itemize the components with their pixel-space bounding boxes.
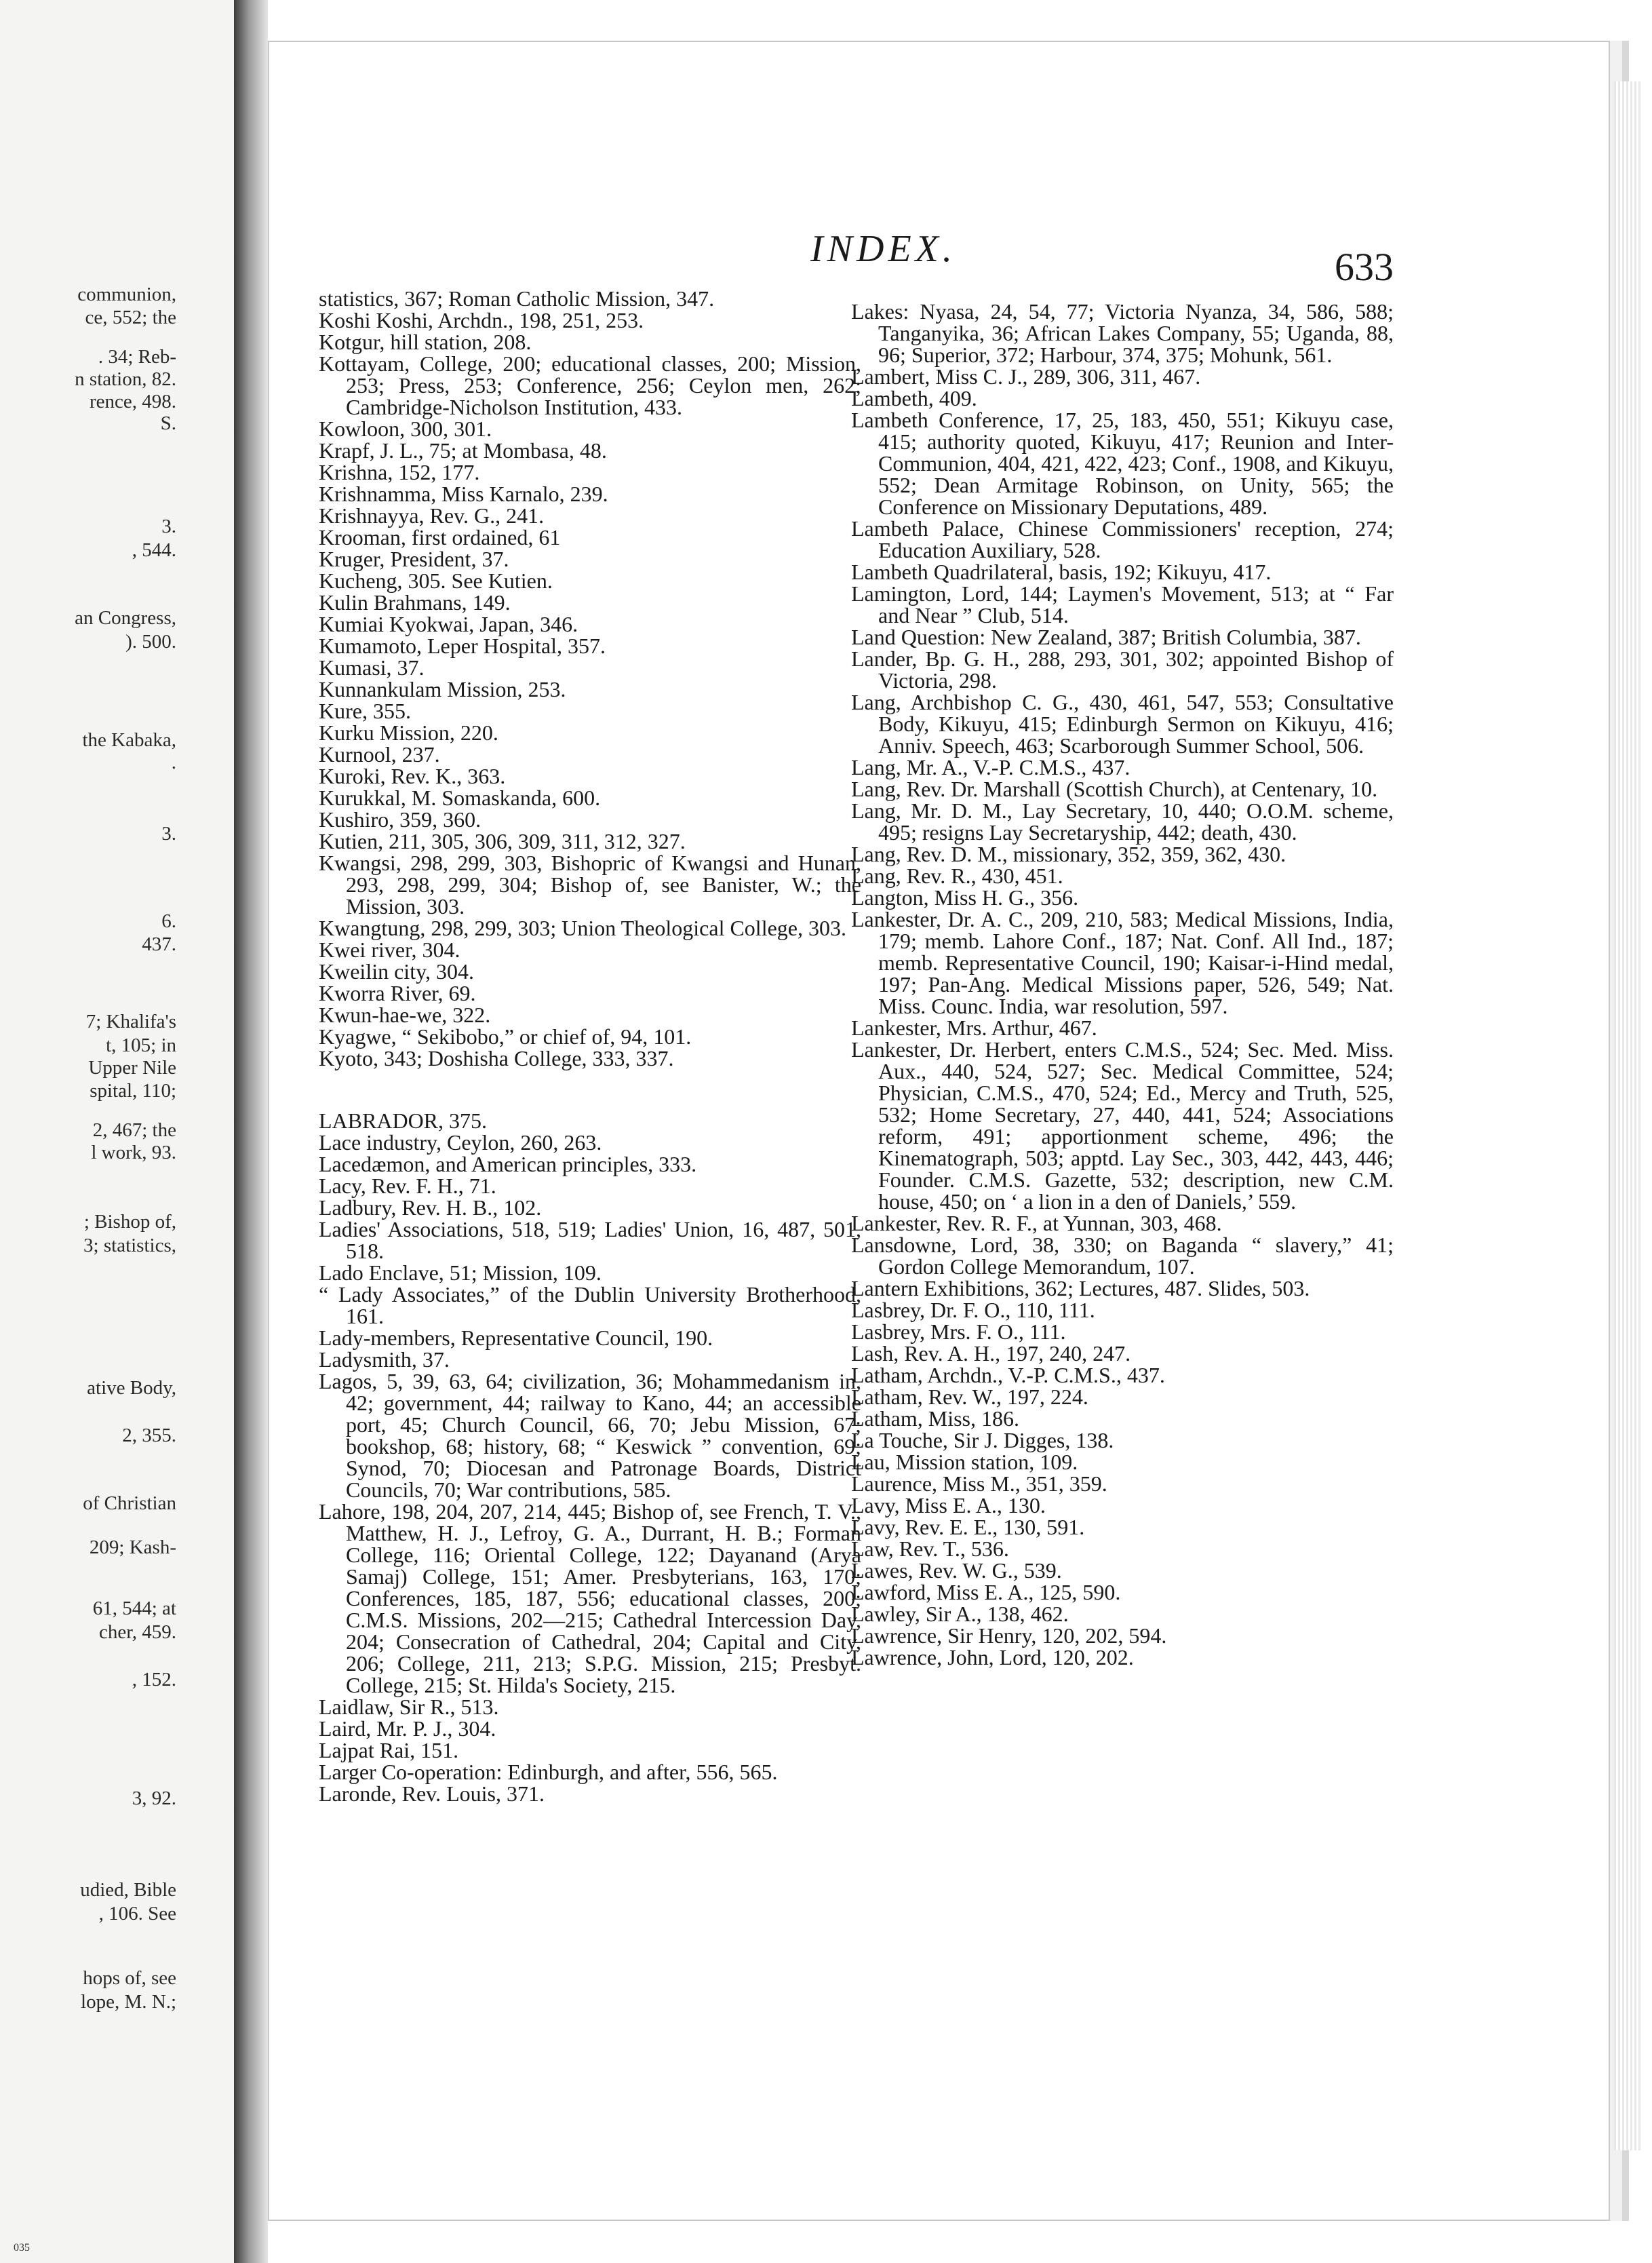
index-entry: Kwei river, 304. xyxy=(319,937,460,962)
index-entry: Kuroki, Rev. K., 363. xyxy=(319,764,506,788)
index-entry: Kurku Mission, 220. xyxy=(319,720,498,745)
index-entry: Kottayam, College, 200; educational classes, 200; Mission, 253; Press, 253; Conference, 256; Ceylon men, 262; Cambridge-Nicholson Institution, 433. xyxy=(319,351,861,419)
index-entry: Kunnankulam Mission, 253. xyxy=(319,677,566,701)
index-entry: Kowloon, 300, 301. xyxy=(319,417,492,441)
facing-page-line: 2, 355. xyxy=(122,1425,176,1446)
index-entry: Lau, Mission station, 109. xyxy=(851,1450,1078,1474)
index-entry: Lang, Mr. A., V.-P. C.M.S., 437. xyxy=(851,755,1130,779)
facing-page-line: 437. xyxy=(142,933,176,955)
index-entry: Lankester, Mrs. Arthur, 467. xyxy=(851,1016,1097,1040)
index-entry: Langton, Miss H. G., 356. xyxy=(851,885,1079,910)
index-entry: Lambert, Miss C. J., 289, 306, 311, 467. xyxy=(851,364,1201,389)
index-entry: Lace industry, Ceylon, 260, 263. xyxy=(319,1130,602,1155)
index-entry: Kumasi, 37. xyxy=(319,655,425,680)
index-entry: Lawes, Rev. W. G., 539. xyxy=(851,1558,1062,1583)
scan-mark: 035 xyxy=(14,2242,30,2254)
index-entry: Laird, Mr. P. J., 304. xyxy=(319,1716,496,1741)
index-entry: Ladbury, Rev. H. B., 102. xyxy=(319,1195,542,1220)
index-entry: Lambeth Quadrilateral, basis, 192; Kikuyu, 417. xyxy=(851,560,1272,584)
index-entry: Kucheng, 305. See Kutien. xyxy=(319,568,553,593)
facing-page-line: 3, 92. xyxy=(132,1787,176,1809)
index-entry: Lang, Rev. D. M., missionary, 352, 359, 362, 430. xyxy=(851,842,1286,866)
index-entry: Lasbrey, Dr. F. O., 110, 111. xyxy=(851,1298,1095,1322)
facing-page-line: spital, 110; xyxy=(90,1080,176,1102)
index-entry: Kyoto, 343; Doshisha College, 333, 337. xyxy=(319,1046,674,1070)
index-entry: Lankester, Dr. Herbert, enters C.M.S., 524; Sec. Med. Miss. Aux., 440, 524, 527; Sec. Medical Committee, 524; Physician, C.M.S., 470, 524; Ed., Mercy and Truth, 525, 532; Home Secretary, 27, 440, 441, 524; Associations reform, 491; apportionment scheme, 496; the Kinematograph, 503; apptd. Lay Sec., 303, 442, 443, 446; Founder. C.M.S. Gazette, 532; description, new C.M. house, 450; on ‘ a lion in a den of Daniels,’ 559. xyxy=(851,1037,1394,1214)
index-entry: Lawrence, Sir Henry, 120, 202, 594. xyxy=(851,1623,1167,1648)
index-entry: Kwangtung, 298, 299, 303; Union Theological College, 303. xyxy=(319,916,846,940)
facing-page-line: an Congress, xyxy=(75,607,176,629)
facing-page-line: of Christian xyxy=(83,1492,176,1514)
index-entry: Kruger, President, 37. xyxy=(319,547,509,571)
facing-page-line: . xyxy=(171,752,176,773)
facing-page-line: , 152. xyxy=(132,1669,176,1690)
book-gutter xyxy=(234,0,268,2263)
facing-page-line: the Kabaka, xyxy=(82,729,176,751)
index-entry: Lawley, Sir A., 138, 462. xyxy=(851,1602,1069,1626)
index-entry: Lang, Rev. Dr. Marshall (Scottish Church), at Centenary, 10. xyxy=(851,777,1378,801)
facing-page-line: ). 500. xyxy=(125,631,176,653)
index-entry: Lansdowne, Lord, 38, 330; on Baganda “ slavery,” 41; Gordon College Memorandum, 107. xyxy=(851,1233,1394,1279)
facing-page-line: rence, 498. xyxy=(89,391,176,412)
index-entry: Kumamoto, Leper Hospital, 357. xyxy=(319,634,606,658)
index-entry: Kulin Brahmans, 149. xyxy=(319,590,511,615)
index-entry: statistics, 367; Roman Catholic Mission, 347. xyxy=(319,286,715,311)
index-entry: Lang, Rev. R., 430, 451. xyxy=(851,864,1063,888)
index-entry: Lahore, 198, 204, 207, 214, 445; Bishop of, see French, T. V., Matthew, H. J., Lefroy, G. A., Durrant, H. B.; Forman College, 116; Oriental College, 122; Dayanand (Arya Samaj) College, 151; Amer. Presbyterians, 163, 170; Conferences, 185, 187, 556; educational classes, 200; C.M.S. Missions, 202—215; Cathedral Intercession Day, 204; Consecration of Cathedral, 204; Capital and City, 206; College, 211, 213; S.P.G. Mission, 215; Presbyt. College, 215; St. Hilda's Society, 215. xyxy=(319,1499,861,1697)
index-entry: Ladies' Associations, 518, 519; Ladies' Union, 16, 487, 501, 518. xyxy=(319,1217,861,1263)
facing-page-line: ce, 552; the xyxy=(85,307,176,328)
index-entry: Krishna, 152, 177. xyxy=(319,460,480,484)
facing-page-line: . 34; Reb- xyxy=(98,346,176,368)
index-entry: Kweilin city, 304. xyxy=(319,959,474,984)
page-number: 633 xyxy=(1335,245,1394,289)
index-entry: Kwun-hae-we, 322. xyxy=(319,1003,491,1027)
index-entry: Lajpat Rai, 151. xyxy=(319,1738,459,1762)
index-entry: Lang, Archbishop C. G., 430, 461, 547, 553; Consultative Body, Kikuyu, 415; Edinburgh Sermon on Kikuyu, 416; Anniv. Speech, 463; Scarborough Summer School, 506. xyxy=(851,690,1394,758)
index-entry: Kurukkal, M. Somaskanda, 600. xyxy=(319,786,601,810)
facing-page-line: ative Body, xyxy=(87,1377,176,1399)
facing-page-line: , 106. See xyxy=(98,1903,176,1924)
facing-page-line: 7; Khalifa's xyxy=(85,1011,176,1032)
index-entry: Lankester, Rev. R. F., at Yunnan, 303, 468. xyxy=(851,1211,1222,1235)
index-entry: Laronde, Rev. Louis, 371. xyxy=(319,1781,545,1806)
facing-page-line: 61, 544; at xyxy=(92,1598,176,1619)
index-entry: Krapf, J. L., 75; at Mombasa, 48. xyxy=(319,438,607,463)
facing-page-line: 3. xyxy=(161,823,176,845)
index-entry: Larger Co-operation: Edinburgh, and after, 556, 565. xyxy=(319,1760,778,1784)
index-entry: Lakes: Nyasa, 24, 54, 77; Victoria Nyanza, 34, 586, 588; Tanganyika, 36; African Lakes Company, 55; Uganda, 88, 96; Superior, 372; Harbour, 374, 375; Mohunk, 561. xyxy=(851,299,1394,367)
index-entry: Lash, Rev. A. H., 197, 240, 247. xyxy=(851,1341,1131,1366)
facing-page-line: , 544. xyxy=(132,539,176,561)
index-entry: Kyagwe, “ Sekibobo,” or chief of, 94, 101. xyxy=(319,1024,692,1049)
facing-page-line: S. xyxy=(160,412,176,434)
index-entry: La Touche, Sir J. Digges, 138. xyxy=(851,1428,1114,1452)
index-entry: Ladysmith, 37. xyxy=(319,1347,450,1372)
index-entry: Lambeth, 409. xyxy=(851,386,977,410)
index-entry: Lang, Mr. D. M., Lay Secretary, 10, 440; O.O.M. scheme, 495; resigns Lay Secretaryship, 442; death, 430. xyxy=(851,798,1394,845)
index-entry: LABRADOR, 375. xyxy=(319,1108,488,1133)
facing-page-line: hops of, see xyxy=(83,1967,176,1989)
index-entry: Lamington, Lord, 144; Laymen's Movement, 513; at “ Far and Near ” Club, 514. xyxy=(851,581,1394,627)
index-entry: Lankester, Dr. A. C., 209, 210, 583; Medical Missions, India, 179; memb. Lahore Conf., 187; Nat. Conf. All Ind., 187; memb. Representative Council, 190; Kaisar-i-Hind medal, 197; Pan-Ang. Medical Missions paper, 526, 549; Nat. Miss. Counc. India, war resolution, 597. xyxy=(851,907,1394,1018)
index-entry: Lambeth Conference, 17, 25, 183, 450, 551; Kikuyu case, 415; authority quoted, Kikuyu, 417; Reunion and Inter-Communion, 404, 421, 422, 423; Conf., 1908, and Kikuyu, 552; Dean Armitage Robinson, on Unity, 565; the Conference on Missionary Deputations, 489. xyxy=(851,408,1394,519)
index-entry: Kutien, 211, 305, 306, 309, 311, 312, 327. xyxy=(319,829,686,853)
index-entry: Lagos, 5, 39, 63, 64; civilization, 36; Mohammedanism in, 42; government, 44; railway to Kano, 44; an accessible port, 45; Church Council, 66, 70; Jebu Mission, 67; bookshop, 68; history, 68; “ Keswick ” convention, 69; Synod, 70; Diocesan and Patronage Boards, District Councils, 70; War contributions, 585. xyxy=(319,1369,861,1502)
facing-page-line: 3. xyxy=(161,516,176,537)
facing-page-line: l work, 93. xyxy=(91,1142,176,1163)
facing-page-line: 209; Kash- xyxy=(89,1536,176,1558)
section-break xyxy=(319,1069,861,1110)
facing-page-line: n station, 82. xyxy=(75,368,176,390)
index-entry: Koshi Koshi, Archdn., 198, 251, 253. xyxy=(319,308,644,332)
facing-page-line: communion, xyxy=(77,284,176,305)
index-entry: Kwangsi, 298, 299, 303, Bishopric of Kwangsi and Hunan, 293, 298, 299, 304; Bishop of, see Banister, W.; the Mission, 303. xyxy=(319,851,861,918)
index-entry: Law, Rev. T., 536. xyxy=(851,1536,1009,1561)
facing-page-line: udied, Bible xyxy=(80,1879,176,1901)
index-entry: Lacy, Rev. F. H., 71. xyxy=(319,1174,496,1198)
page-edges xyxy=(1614,81,1641,2150)
index-entry: Lawford, Miss E. A., 125, 590. xyxy=(851,1580,1121,1604)
facing-page-line: 2, 467; the xyxy=(92,1119,176,1141)
index-entry: Laidlaw, Sir R., 513. xyxy=(319,1695,499,1719)
facing-page-fragment xyxy=(0,0,236,2263)
index-entry: Kumiai Kyokwai, Japan, 346. xyxy=(319,612,578,636)
index-entry: Lantern Exhibitions, 362; Lectures, 487. Slides, 503. xyxy=(851,1276,1310,1300)
facing-page-line: ; Bishop of, xyxy=(83,1211,176,1233)
running-head: INDEX. xyxy=(810,228,956,270)
index-entry: Lambeth Palace, Chinese Commissioners' reception, 274; Education Auxiliary, 528. xyxy=(851,516,1394,562)
index-entry: Krooman, first ordained, 61 xyxy=(319,525,561,549)
index-entry: Latham, Archdn., V.-P. C.M.S., 437. xyxy=(851,1363,1165,1387)
index-entry: Lavy, Miss E. A., 130. xyxy=(851,1493,1046,1517)
index-entry: Land Question: New Zealand, 387; British Columbia, 387. xyxy=(851,625,1361,649)
index-entry: Kotgur, hill station, 208. xyxy=(319,330,532,354)
index-entry: Lado Enclave, 51; Mission, 109. xyxy=(319,1260,602,1285)
index-entry: Latham, Rev. W., 197, 224. xyxy=(851,1385,1088,1409)
index-column-right xyxy=(851,301,1394,1668)
facing-page-line: 3; statistics, xyxy=(83,1235,176,1256)
index-entry: Lavy, Rev. E. E., 130, 591. xyxy=(851,1515,1085,1539)
index-entry: Lander, Bp. G. H., 288, 293, 301, 302; appointed Bishop of Victoria, 298. xyxy=(851,646,1394,693)
facing-page-text xyxy=(0,0,234,2263)
facing-page-line: Upper Nile xyxy=(88,1057,176,1079)
index-entry: Kure, 355. xyxy=(319,699,411,723)
facing-page-line: t, 105; in xyxy=(106,1034,176,1056)
index-entry: Lady-members, Representative Council, 190. xyxy=(319,1326,713,1350)
index-entry: Kushiro, 359, 360. xyxy=(319,807,481,832)
facing-page-line: lope, M. N.; xyxy=(81,1991,176,2013)
index-entry: Latham, Miss, 186. xyxy=(851,1406,1019,1431)
index-entry: “ Lady Associates,” of the Dublin University Brotherhood, 161. xyxy=(319,1282,861,1328)
index-entry: Lawrence, John, Lord, 120, 202. xyxy=(851,1645,1134,1669)
index-entry: Lacedæmon, and American principles, 333. xyxy=(319,1152,697,1176)
index-entry: Krishnayya, Rev. G., 241. xyxy=(319,503,545,528)
index-entry: Laurence, Miss M., 351, 359. xyxy=(851,1471,1107,1496)
index-entry: Krishnamma, Miss Karnalo, 239. xyxy=(319,482,608,506)
index-entry: Lasbrey, Mrs. F. O., 111. xyxy=(851,1319,1066,1344)
index-entry: Kworra River, 69. xyxy=(319,981,476,1005)
index-entry: Kurnool, 237. xyxy=(319,742,440,767)
facing-page-line: 6. xyxy=(161,910,176,932)
facing-page-line: cher, 459. xyxy=(99,1621,176,1643)
index-column-left xyxy=(319,288,861,1804)
